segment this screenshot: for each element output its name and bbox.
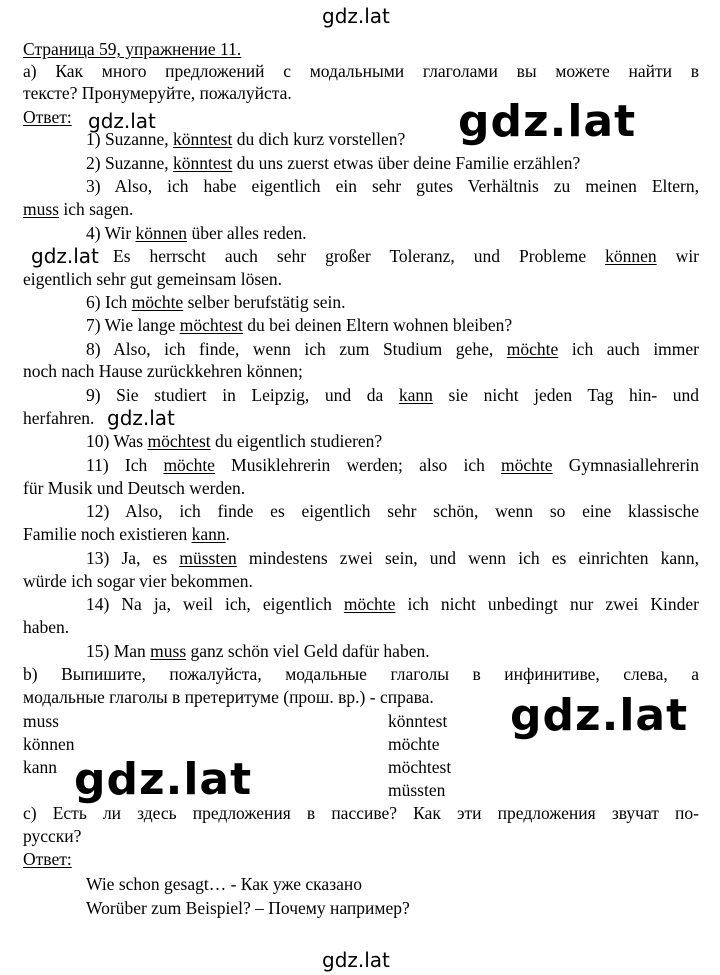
- sentence-11: für Musik und Deutsch werden.: [23, 478, 246, 498]
- sentence-14: 14) Na ja, weil ich, eigentlich möchte ich nicht unbedingt nur zwei Kinder: [86, 594, 699, 614]
- watermark-large: gdz.lat: [510, 690, 689, 741]
- answer-label: Ответ:: [23, 107, 72, 127]
- sentence-3: 3) Also, ich habe eigentlich ein sehr gutes Verhältnis zu meinen Eltern,: [86, 176, 699, 196]
- answer-label: Ответ:: [23, 849, 72, 869]
- sentence-10: 10) Was möchtest du eigentlich studieren?: [86, 431, 383, 451]
- sentence-8: 8) Also, ich finde, wenn ich zum Studium gehe, möchte ich auch immer: [86, 339, 699, 359]
- answer-c-line: Wie schon gesagt… - Как уже сказано: [86, 874, 362, 894]
- sentence-15: 15) Man muss ganz schön viel Geld dafür haben.: [86, 641, 430, 661]
- watermark-large: gdz.lat: [458, 96, 637, 147]
- sentence-8: noch nach Hause zurückkehren können;: [23, 361, 303, 381]
- sentence-7: 7) Wie lange möchtest du bei deinen Eltern wohnen bleiben?: [86, 315, 513, 335]
- infinitive-verb: kann: [23, 757, 58, 777]
- sentence-9: herfahren.: [23, 408, 95, 428]
- infinitive-verb: können: [23, 734, 75, 754]
- question-b-line: модальные глаголы в претеритуме (прош. вр.) - справа.: [23, 687, 434, 707]
- question-c-line: русски?: [23, 826, 82, 846]
- question-a-line: тексте? Пронумеруйте, пожалуйста.: [23, 83, 292, 103]
- watermark-top: gdz.lat: [322, 4, 390, 28]
- sentence-13: 13) Ja, es müssten mindestens zwei sein, und wenn ich es einrichten kann,: [86, 548, 700, 568]
- preterite-verb: könntest: [388, 711, 448, 731]
- question-c-line: c) Есть ли здесь предложения в пассиве? Как эти предложения звучат по-: [23, 803, 699, 823]
- infinitive-verb: muss: [23, 711, 59, 731]
- sentence-11: 11) Ich möchte Musiklehrerin werden; also ich möchte Gymnasiallehrerin: [86, 455, 699, 475]
- sentence-2: 2) Suzanne, könntest du uns zuerst etwas über deine Familie erzählen?: [86, 153, 581, 173]
- sentence-3: muss ich sagen.: [23, 199, 134, 219]
- preterite-verb: müssten: [388, 780, 446, 800]
- page-title: Страница 59, упражнение 11.: [23, 39, 242, 59]
- watermark-small: gdz.lat: [31, 244, 99, 268]
- sentence-14: haben.: [23, 617, 70, 637]
- question-a-line: a) Как много предложений с модальными глаголами вы можете найти в: [23, 61, 699, 81]
- watermark-bottom: gdz.lat: [322, 948, 390, 972]
- preterite-verb: möchtest: [388, 757, 452, 777]
- answer-c-line: Worüber zum Beispiel? – Почему например?: [86, 898, 410, 918]
- sentence-5: Es herrscht auch sehr großer Toleranz, und Probleme können wir: [113, 246, 700, 266]
- watermark-large: gdz.lat: [74, 754, 253, 805]
- preterite-verb: möchte: [388, 734, 440, 754]
- sentence-1: 1) Suzanne, könntest du dich kurz vorstellen?: [86, 129, 406, 149]
- sentence-9: 9) Sie studiert in Leipzig, und da kann sie nicht jeden Tag hin- und: [86, 385, 700, 405]
- sentence-5: eigentlich sehr gut gemeinsam lösen.: [23, 269, 283, 289]
- sentence-6: 6) Ich möchte selber berufstätig sein.: [86, 292, 346, 312]
- sentence-12: 12) Also, ich finde es eigentlich sehr schön, wenn so eine klassische: [86, 501, 699, 521]
- question-b-line: b) Выпишите, пожалуйста, модальные глаголы в инфинитиве, слева, а: [23, 664, 699, 684]
- watermark-small: gdz.lat: [88, 109, 156, 133]
- sentence-12: Familie noch existieren kann.: [23, 524, 231, 544]
- sentence-13: würde ich sogar vier bekommen.: [23, 571, 253, 591]
- watermark-small: gdz.lat: [107, 406, 175, 430]
- sentence-4: 4) Wir können über alles reden.: [86, 223, 307, 243]
